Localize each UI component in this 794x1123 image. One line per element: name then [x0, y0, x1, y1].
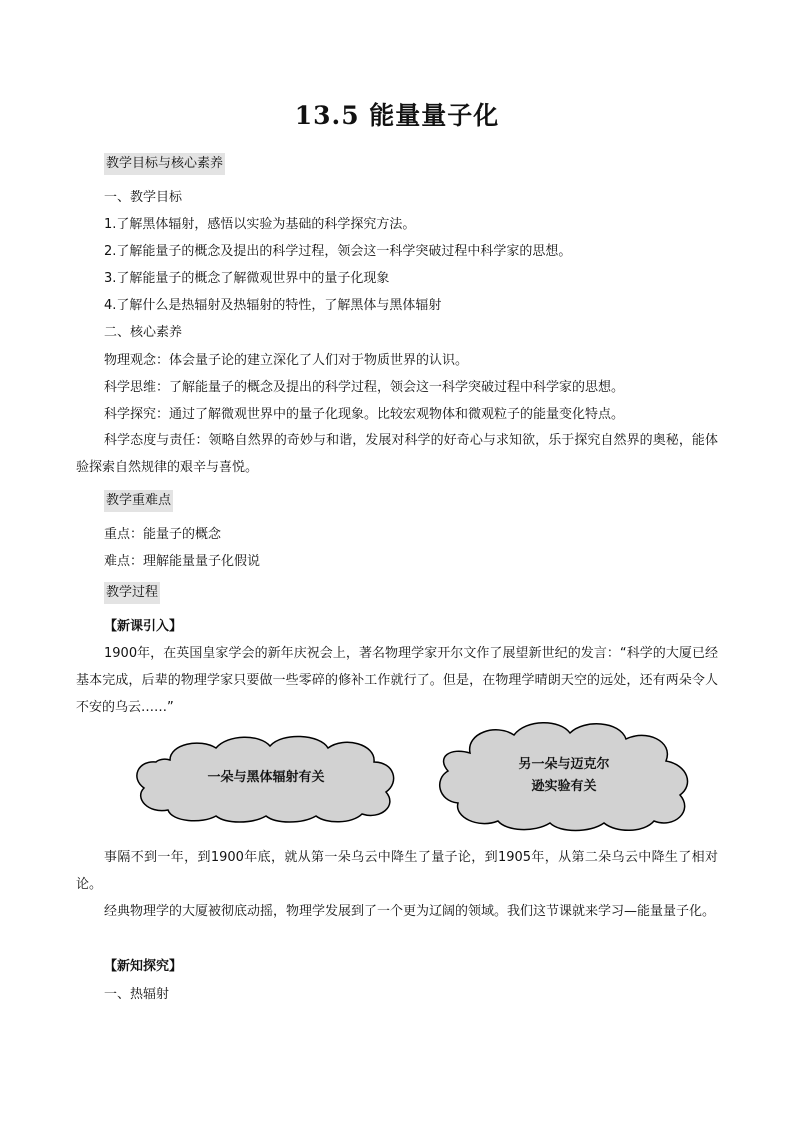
goal-item-1: 1.了解黑体辐射，感悟以实验为基础的科学探究方法。: [104, 217, 416, 232]
cloud-right-line-2: 逊实验有关: [531, 779, 597, 794]
section-heading-goals: 教学目标与核心素养: [104, 153, 225, 175]
literacy-subheading: 二、核心素养: [104, 325, 183, 340]
intro-label: 【新课引入】: [104, 619, 183, 634]
literacy-item-1: 物理观念：体会量子论的建立深化了人们对于物质世界的认识。: [104, 353, 469, 368]
goal-item-4: 4.了解什么是热辐射及热辐射的特性，了解黑体与黑体辐射: [104, 298, 442, 313]
section-heading-key-points: 教学重难点: [104, 490, 173, 512]
section-heading-process: 教学过程: [104, 582, 160, 604]
cloud-black-body: [130, 732, 402, 824]
explore-subheading: 一、热辐射: [104, 987, 170, 1002]
cloud-left-text: 一朵与黑体辐射有关: [207, 770, 325, 785]
goal-item-3: 3.了解能量子的概念了解微观世界中的量子化现象: [104, 271, 390, 286]
literacy-item-4: 科学态度与责任：领略自然界的奇妙与和谐，发展对科学的好奇心与求知欲，乐于探究自然界的奥秘，能体验探索自然规律的艰辛与喜悦。: [76, 433, 718, 475]
explore-label: 【新知探究】: [104, 959, 183, 974]
literacy-item-2: 科学思维：了解能量子的概念及提出的科学过程，领会这一科学突破过程中科学家的思想。: [104, 380, 625, 395]
goal-item-2: 2.了解能量子的概念及提出的科学过程，领会这一科学突破过程中科学家的思想。: [104, 244, 572, 259]
body-paragraph-2: 经典物理学的大厦被彻底动摇，物理学发展到了一个更为辽阔的领域。我们这节课就来学习—能量量子化。: [104, 904, 716, 919]
cloud-right-text: [434, 719, 694, 833]
cloud-michelson: [434, 719, 694, 833]
cloud-right-line-1: 另一朵与迈克尔: [518, 757, 610, 772]
page-title: 13.5 能量量子化: [294, 101, 500, 130]
body-paragraph-1: 事隔不到一年，到1900年底，就从第一朵乌云中降生了量子论，到1905年，从第二朵乌云中降生了相对论。: [76, 850, 718, 892]
intro-paragraph: 1900年，在英国皇家学会的新年庆祝会上，著名物理学家开尔文作了展望新世纪的发言：“科学的大厦已经基本完成，后辈的物理学家只要做一些零碎的修补工作就行了。但是，在物理学晴朗天空的远处，还有两朵令人不安的乌云……”: [76, 646, 718, 715]
goals-subheading: 一、教学目标: [104, 190, 183, 205]
key-point-focus: 重点：能量子的概念: [104, 527, 222, 542]
literacy-item-3: 科学探究：通过了解微观世界中的量子化现象。比较宏观物体和微观粒子的能量变化特点。: [104, 407, 625, 422]
cloud-right-lines: [518, 754, 609, 798]
key-point-difficulty: 难点：理解能量量子化假说: [104, 554, 261, 569]
